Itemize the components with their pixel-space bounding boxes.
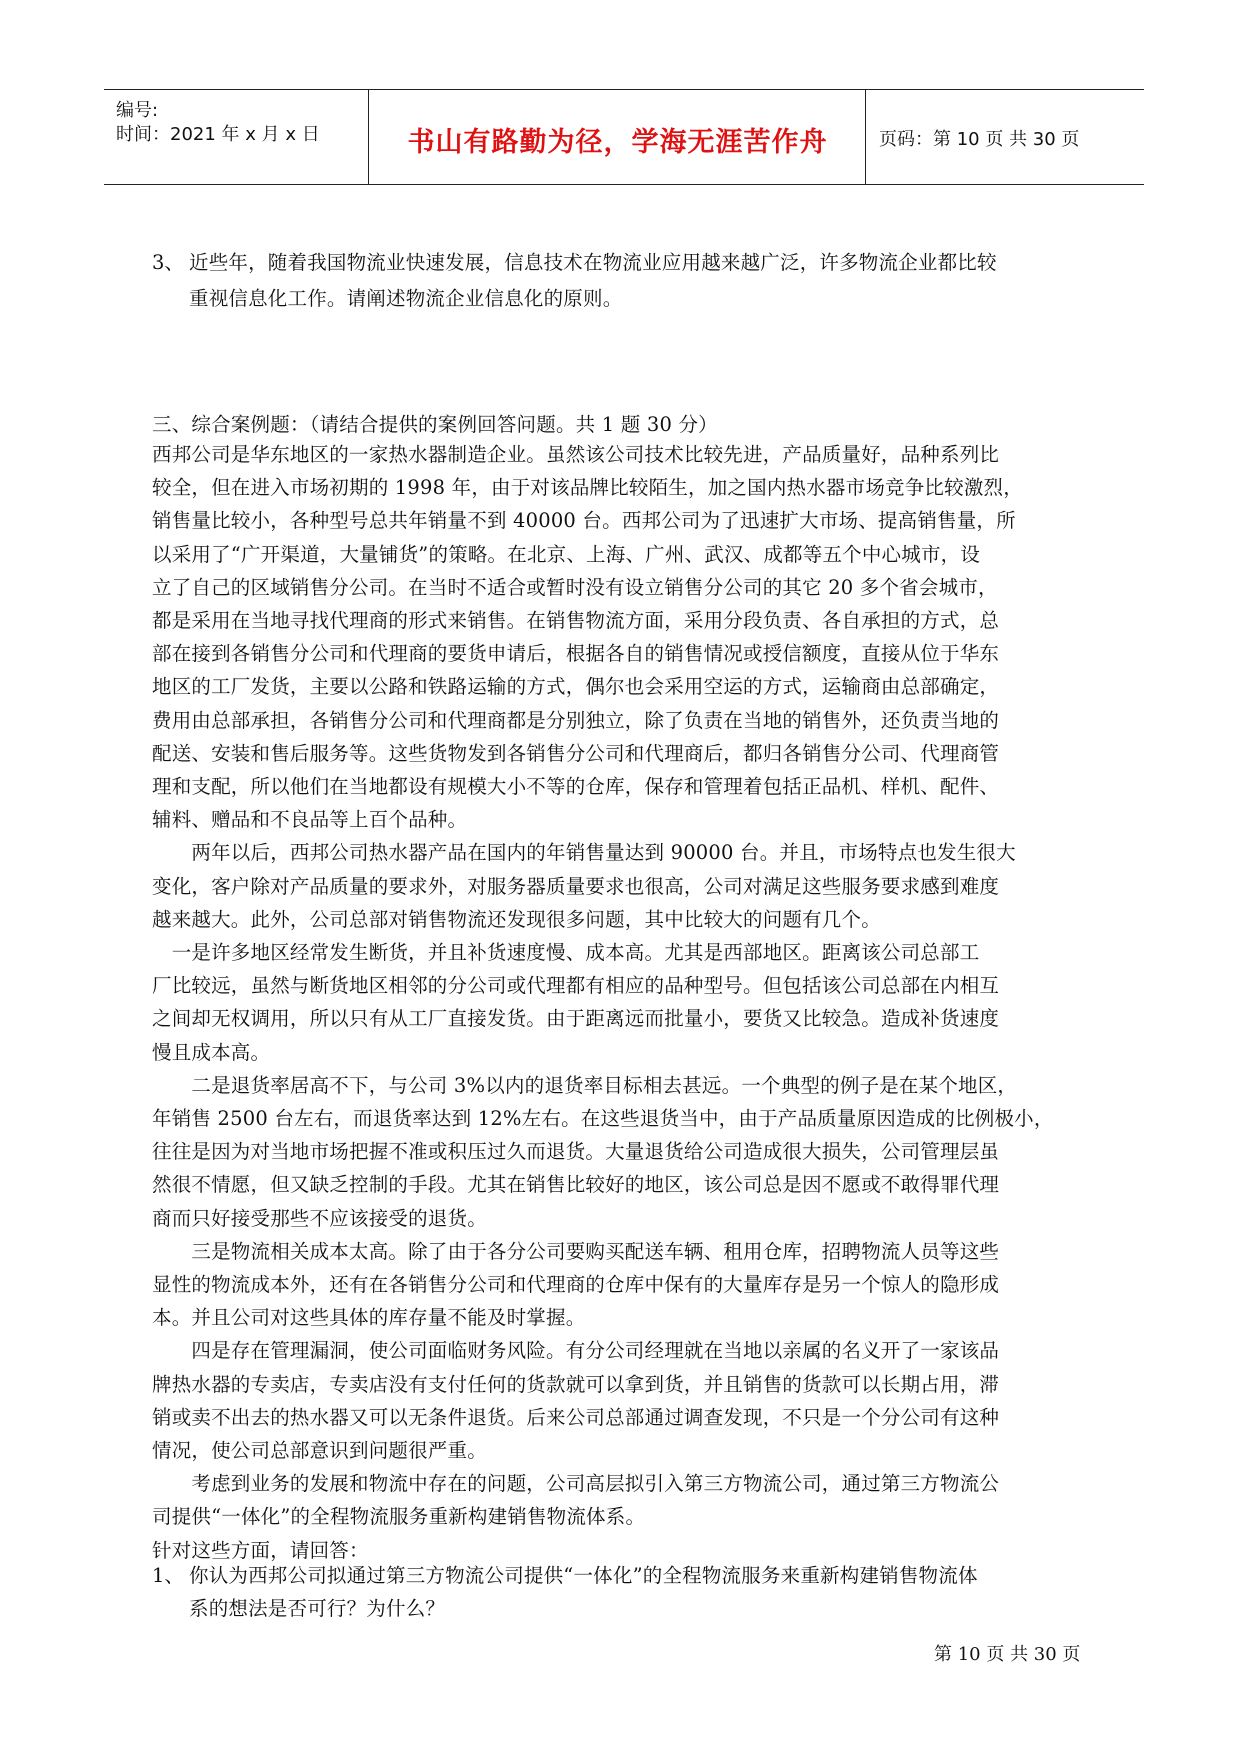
motto: 书山有路勤为径，学海无涯苦作舟 bbox=[407, 127, 828, 158]
case-line: 较全，但在进入市场初期的 1998 年，由于对该品牌比较陌生，加之国内热水器市场竞争比较激烈， bbox=[152, 476, 1023, 500]
page-label: 页码：第 10 页 共 30 页 bbox=[879, 129, 1080, 150]
section-title: 三、综合案例题：（请结合提供的案例回答问题。共 1 题 30 分） bbox=[152, 413, 718, 436]
header-info-cell bbox=[104, 90, 369, 184]
case-line: 配送、安装和售后服务等。这些货物发到各销售分公司和代理商后，都归各销售分公司、代理商管 bbox=[152, 741, 1000, 765]
question-line: 你认为西邦公司拟通过第三方物流公司提供“一体化”的全程物流服务来重新构建销售物流体 bbox=[189, 1564, 978, 1587]
case-line: 之间却无权调用，所以只有从工厂直接发货。由于距离远而批量小，要货又比较急。造成补货速度 bbox=[152, 1007, 1000, 1031]
case-line: 三是物流相关成本太高。除了由于各分公司要购买配送车辆、租用仓库，招聘物流人员等这些 bbox=[152, 1239, 1000, 1263]
question-line: 重视信息化工作。请阐述物流企业信息化的原则。 bbox=[189, 287, 623, 310]
question-line: 系的想法是否可行？为什么？ bbox=[189, 1597, 446, 1620]
header-motto-cell bbox=[370, 90, 866, 184]
case-line: 辅料、赠品和不良品等上百个品种。 bbox=[152, 808, 468, 832]
header-page-cell bbox=[867, 90, 1144, 184]
page-header bbox=[104, 89, 1144, 185]
case-line: 本。并且公司对这些具体的库存量不能及时掌握。 bbox=[152, 1306, 586, 1330]
case-line: 情况，使公司总部意识到问题很严重。 bbox=[152, 1439, 487, 1462]
page-footer: 第 10 页 共 30 页 bbox=[934, 1644, 1081, 1665]
case-line: 四是存在管理漏洞，使公司面临财务风险。有分公司经理就在当地以亲属的名义开了一家该品 bbox=[152, 1339, 1000, 1363]
case-line: 往往是因为对当地市场把握不准或积压过久而退货。大量退货给公司造成很大损失，公司管理层虽 bbox=[152, 1140, 1000, 1164]
case-line: 然很不情愿，但又缺乏控制的手段。尤其在销售比较好的地区，该公司总是因不愿或不敢得罪代理 bbox=[152, 1173, 1000, 1197]
case-line: 变化，客户除对产品质量的要求外，对服务器质量要求也很高，公司对满足这些服务要求感到难度 bbox=[152, 874, 1000, 898]
case-line: 西邦公司是华东地区的一家热水器制造企业。虽然该公司技术比较先进，产品质量好，品种系列比 bbox=[152, 443, 1000, 466]
case-line: 立了自己的区域销售分公司。在当时不适合或暂时没有设立销售分公司的其它 20 多个省会城市， bbox=[152, 575, 998, 599]
case-line: 以采用了“广开渠道，大量铺货”的策略。在北京、上海、广州、武汉、成都等五个中心城市，设 bbox=[152, 542, 981, 566]
case-line: 商而只好接受那些不应该接受的退货。 bbox=[152, 1206, 487, 1230]
case-line: 慢且成本高。 bbox=[152, 1040, 271, 1064]
serial-label: 编号: bbox=[116, 100, 159, 121]
question-line: 近些年，随着我国物流业快速发展，信息技术在物流业应用越来越广泛，许多物流企业都比较 bbox=[189, 251, 997, 274]
question-number: 3、 bbox=[152, 251, 184, 274]
case-line: 地区的工厂发货，主要以公路和铁路运输的方式，偶尔也会采用空运的方式，运输商由总部确定， bbox=[152, 675, 1000, 699]
case-line: 理和支配，所以他们在当地都设有规模大小不等的仓库，保存和管理着包括正品机、样机、配件、 bbox=[152, 775, 1000, 798]
case-line: 二是退货率居高不下，与公司 3%以内的退货率目标相去甚远。一个典型的例子是在某个地区， bbox=[152, 1073, 1018, 1097]
case-line: 都是采用在当地寻找代理商的形式来销售。在销售物流方面，采用分段负责、各自承担的方式，总 bbox=[152, 609, 1000, 632]
question-number: 1、 bbox=[152, 1564, 184, 1587]
case-line: 部在接到各销售分公司和代理商的要货申请后，根据各自的销售情况或授信额度，直接从位于华东 bbox=[152, 642, 1000, 666]
case-line: 针对这些方面，请回答： bbox=[152, 1538, 369, 1562]
case-line: 销或卖不出去的热水器又可以无条件退货。后来公司总部通过调查发现，不只是一个分公司有这种 bbox=[152, 1405, 1000, 1429]
case-line: 两年以后，西邦公司热水器产品在国内的年销售量达到 90000 台。并且，市场特点也发生很大 bbox=[152, 841, 1016, 865]
case-line: 越来越大。此外，公司总部对销售物流还发现很多问题，其中比较大的问题有几个。 bbox=[152, 907, 881, 931]
case-line: 厂比较远，虽然与断货地区相邻的分公司或代理都有相应的品种型号。但包括该公司总部在内相互 bbox=[152, 974, 1000, 998]
case-line: 销售量比较小，各种型号总共年销量不到 40000 台。西邦公司为了迅速扩大市场、提高销售量，所 bbox=[152, 509, 1016, 533]
case-line: 牌热水器的专卖店，专卖店没有支付任何的货款就可以拿到货，并且销售的货款可以长期占用，滞 bbox=[152, 1372, 1000, 1396]
case-line: 司提供“一体化”的全程物流服务重新构建销售物流体系。 bbox=[152, 1505, 646, 1529]
time-label: 时间：2021 年 x 月 x 日 bbox=[116, 124, 320, 145]
case-line: 显性的物流成本外，还有在各销售分公司和代理商的仓库中保有的大量库存是另一个惊人的隐形成 bbox=[152, 1273, 1000, 1296]
case-line: 费用由总部承担，各销售分公司和代理商都是分别独立，除了负责在当地的销售外，还负责当地的 bbox=[152, 708, 1000, 732]
case-line: 一是许多地区经常发生断货，并且补货速度慢、成本高。尤其是西部地区。距离该公司总部工 bbox=[152, 941, 980, 964]
case-line: 考虑到业务的发展和物流中存在的问题，公司高层拟引入第三方物流公司，通过第三方物流公 bbox=[152, 1472, 1000, 1496]
case-line: 年销售 2500 台左右，而退货率达到 12%左右。在这些退货当中，由于产品质量原因造成的比例极小， bbox=[152, 1107, 1054, 1130]
